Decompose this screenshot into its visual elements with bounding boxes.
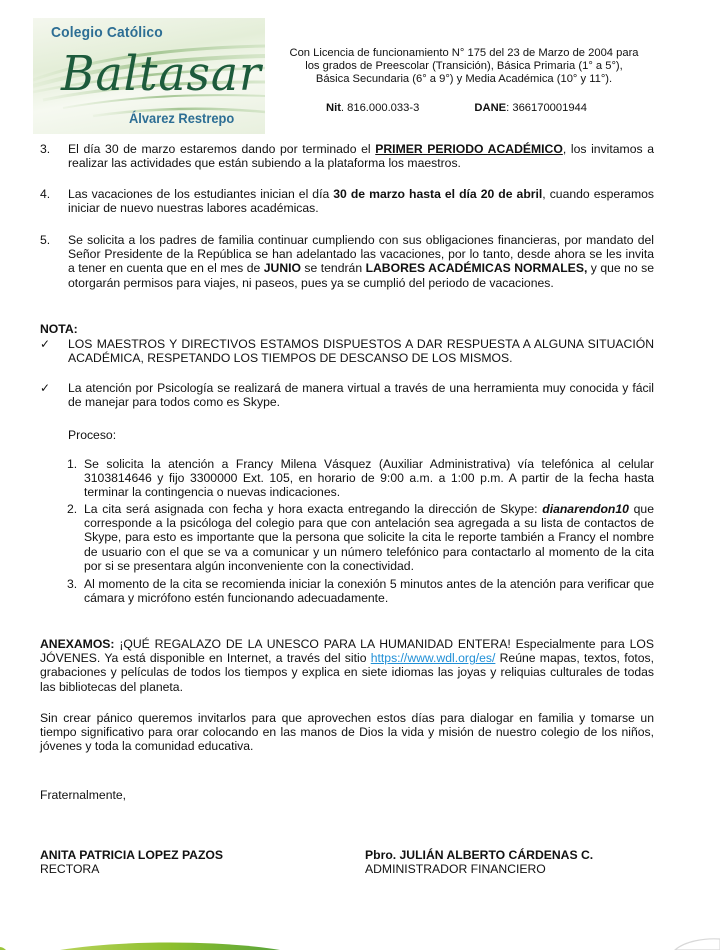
nota-bullet	[40, 337, 654, 365]
signer-role: ADMINISTRADOR FINANCIERO	[365, 862, 546, 877]
anexamos-label: ANEXAMOS:	[40, 637, 115, 651]
signer-name: ANITA PATRICIA LOPEZ PAZOS	[40, 848, 224, 862]
logo-alvarez-restrepo: Álvarez Restrepo	[129, 110, 235, 126]
item-text: El día 30 de marzo estaremos dando por terminado el	[68, 142, 376, 156]
proceso-label: Proceso:	[68, 428, 117, 442]
nota-bullet	[40, 381, 654, 409]
closing-paragraph: Sin crear pánico queremos invitarlos para que aprovechen estos días para dialogar en familia y tomarse un tiempo significativo para orar colocando en las manos de Dios la vida y misión de nuestro colegio de los niños, jóvenes y toda la comunidad educativa.	[40, 711, 654, 754]
signature-rectora	[40, 848, 223, 876]
logo-baltasar: Baltasar	[61, 46, 262, 102]
numbered-item-4	[40, 187, 654, 215]
step-text: que corresponde a la psicóloga del colegio para que con antelación sea agregada a su lista de contactos de Skype, para esto es importante que la persona que solicite la cita le reporte también a Francy el nombre de usuario con el que se va a comunicar y un número telefónico para contactarlo al momento de la cita por si se presentara algún inconveniente con la conectividad.	[84, 502, 654, 573]
numbered-item-3	[40, 142, 654, 170]
anexamos-text: ¡QUÉ REGALAZO DE LA UNESCO PARA LA HUMANIDAD ENTERA! Especialmente para LOS JÓVENES. Ya está disponible en Internet, a través del sitio	[40, 637, 654, 666]
nit-label: Nit	[326, 102, 341, 114]
nit-value: . 816.000.033-3	[340, 102, 420, 114]
item-text: y que no se otorgarán permisos para viajes, ni paseos, pues ya se cumplió del periodo de vacaciones.	[68, 261, 655, 290]
proceso-step-1	[67, 457, 654, 500]
item-text: , cuando esperamos iniciar de nuevo nuestras labores académicas.	[68, 187, 654, 216]
nota-bullet-text: LOS MAESTROS Y DIRECTIVOS ESTAMOS DISPUESTOS A DAR RESPUESTA A ALGUNA SITUACIÓN ACADÉMICA, RESPETANDO LOS TIEMPOS DE DESCANSO DE LOS MISMOS.	[68, 337, 654, 366]
item-text: se tendrán	[300, 261, 366, 276]
item-text: , los invitamos a realizar las actividades que están subiendo a la plataforma los maestros.	[68, 142, 654, 171]
footer-circle-edge	[675, 939, 720, 950]
logo-colegio-catolico: Colegio Católico	[51, 24, 163, 41]
signer-role: RECTORA	[40, 862, 100, 877]
school-logo	[33, 18, 265, 134]
junio-emphasis: JUNIO	[263, 261, 301, 276]
signer-name: Pbro. JULIÁN ALBERTO CÁRDENAS C.	[365, 848, 594, 862]
labores-emphasis: LABORES ACADÉMICAS NORMALES,	[365, 261, 588, 276]
item-text: Se solicita a los padres de familia continuar cumpliendo con sus obligaciones financieras, por mandato del Señor Presidente de la República se han adelantado las vacaciones, por lo tanto, desde ahora se les invita a tener en cuenta que en el mes de	[68, 233, 654, 276]
proceso-step-2	[67, 502, 654, 573]
license-info	[272, 47, 656, 86]
item-number: 4.	[40, 187, 51, 201]
step-text: Al momento de la cita se recomienda iniciar la conexión 5 minutos antes de la atención para verificar que cámara y micrófono estén funcionando adecuadamente.	[84, 577, 654, 606]
signature-administrador	[365, 848, 593, 876]
nota-bullet-text: La atención por Psicología se realizará de manera virtual a través de una herramienta muy conocida y fácil de manejar para todos como es Skype.	[68, 381, 654, 410]
nota-label: NOTA:	[40, 322, 78, 336]
numbered-item-5	[40, 233, 654, 290]
nota-heading	[40, 322, 654, 336]
wdl-link[interactable]: https://www.wdl.org/es/	[370, 651, 496, 666]
footer-green-band	[0, 938, 720, 950]
step-number: 3.	[67, 577, 78, 591]
checkmark-icon: ✓	[40, 381, 51, 395]
proceso-step-3	[67, 577, 654, 605]
dane-value: : 366170001944	[506, 102, 588, 114]
vacation-dates-emphasis: 30 de marzo hasta el día 20 de abril	[333, 187, 543, 201]
item-number: 3.	[40, 142, 51, 156]
license-line: Con Licencia de funcionamiento N° 175 del 23 de Marzo de 2004 para	[289, 47, 639, 59]
step-number: 1.	[67, 457, 78, 471]
step-text: La cita será asignada con fecha y hora exacta entregando la dirección de Skype:	[84, 502, 543, 516]
salutation: Fraternalmente,	[40, 788, 127, 802]
skype-id: dianarendon10	[542, 502, 629, 516]
license-line: los grados de Preescolar (Transición), Básica Primaria (1° a 5°),	[305, 60, 623, 72]
item-text: Las vacaciones de los estudiantes inician el día	[68, 187, 334, 201]
license-line: Básica Secundaria (6° a 9°) y Media Académica (10° y 11°).	[315, 73, 613, 85]
dane-label: DANE	[474, 102, 507, 114]
institution-ids	[326, 102, 587, 114]
step-number: 2.	[67, 502, 78, 516]
footer-green-arc	[60, 943, 280, 950]
anexamos-text: Reúne mapas, textos, fotos, grabaciones y películas de todos los tiempos y explica en siete idiomas las joyas y reliquias culturales de todas las bibliotecas del planeta.	[40, 651, 654, 694]
step-text: Se solicita la atención a Francy Milena Vásquez (Auxiliar Administrativa) vía telefónica al celular 3103814646 y fijo 3300000 Ext. 105, en horario de 9:00 a.m. a 1:00 p.m. A partir de la fecha hasta terminar la contingencia o nuevas indicaciones.	[84, 457, 654, 500]
item-number: 5.	[40, 233, 51, 247]
anexamos-paragraph	[40, 637, 654, 694]
primer-periodo-emphasis: PRIMER PERIODO ACADÉMICO	[375, 142, 563, 156]
checkmark-icon: ✓	[40, 337, 51, 351]
